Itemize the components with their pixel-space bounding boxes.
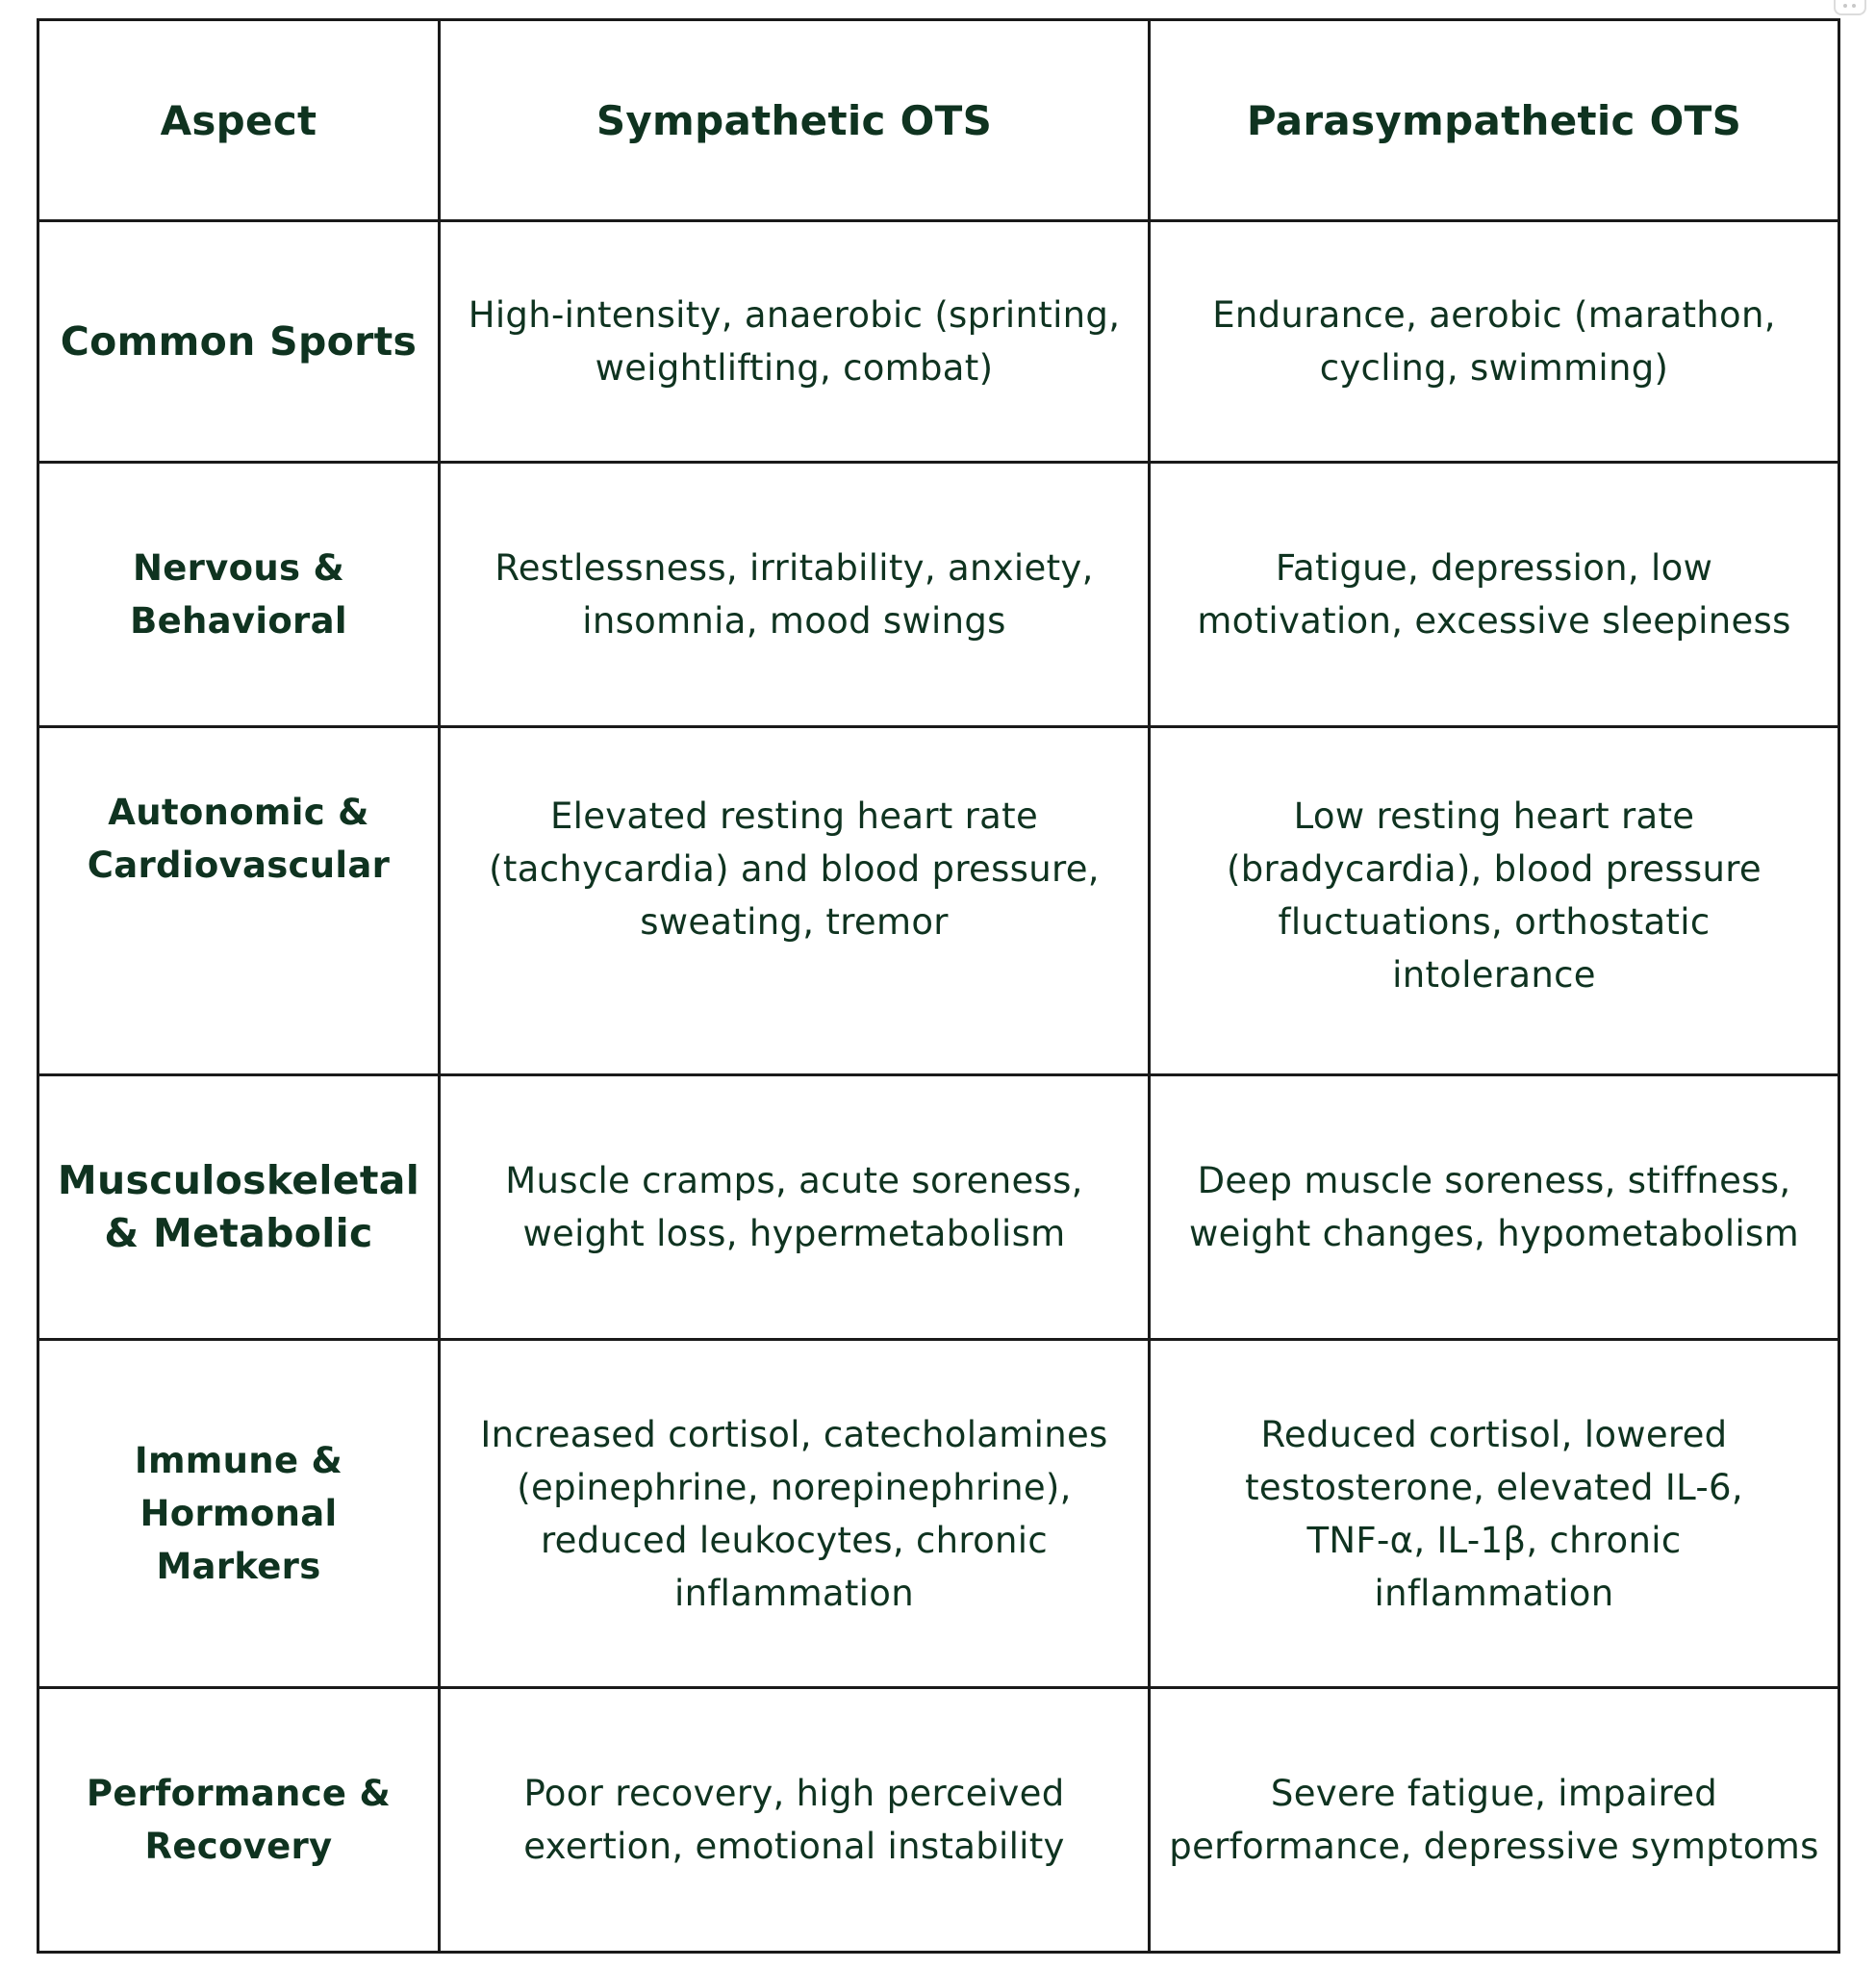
header-aspect: Aspect (38, 20, 440, 221)
table-row (38, 1075, 1839, 1340)
row-sympathetic: Elevated resting heart rate (tachycardia) and blood pressure, sweating, tremor (440, 727, 1150, 1075)
row-aspect: Nervous & Behavioral (38, 463, 440, 727)
table-row (38, 463, 1839, 727)
row-parasympathetic: Fatigue, depression, low motivation, excessive sleepiness (1150, 463, 1839, 727)
row-aspect: Musculoskeletal & Metabolic (38, 1075, 440, 1340)
header-row (38, 20, 1839, 221)
row-sympathetic: Muscle cramps, acute soreness, weight loss, hypermetabolism (440, 1075, 1150, 1340)
ots-comparison-table (37, 18, 1840, 1954)
row-sympathetic: Increased cortisol, catecholamines (epinephrine, norepinephrine), reduced leukocytes, chronic inflammation (440, 1340, 1150, 1688)
row-parasympathetic: Endurance, aerobic (marathon, cycling, swimming) (1150, 221, 1839, 463)
header-parasympathetic: Parasympathetic OTS (1150, 20, 1839, 221)
row-aspect: Common Sports (38, 221, 440, 463)
table-row (38, 1688, 1839, 1953)
header-sympathetic: Sympathetic OTS (440, 20, 1150, 221)
row-aspect: Autonomic & Cardiovascular (38, 727, 440, 1075)
corner-handle-icon (1834, 0, 1866, 15)
row-parasympathetic: Severe fatigue, impaired performance, depressive symptoms (1150, 1688, 1839, 1953)
row-aspect: Immune & Hormonal Markers (38, 1340, 440, 1688)
row-aspect: Performance & Recovery (38, 1688, 440, 1953)
row-parasympathetic: Deep muscle soreness, stiffness, weight changes, hypometabolism (1150, 1075, 1839, 1340)
row-sympathetic: Poor recovery, high perceived exertion, emotional instability (440, 1688, 1150, 1953)
table-row (38, 221, 1839, 463)
table-row (38, 1340, 1839, 1688)
row-sympathetic: Restlessness, irritability, anxiety, insomnia, mood swings (440, 463, 1150, 727)
row-parasympathetic: Reduced cortisol, lowered testosterone, elevated IL-6, TNF-α, IL-1β, chronic inflammation (1150, 1340, 1839, 1688)
row-parasympathetic: Low resting heart rate (bradycardia), blood pressure fluctuations, orthostatic intolerance (1150, 727, 1839, 1075)
row-sympathetic: High-intensity, anaerobic (sprinting, weightlifting, combat) (440, 221, 1150, 463)
table-row (38, 727, 1839, 1075)
